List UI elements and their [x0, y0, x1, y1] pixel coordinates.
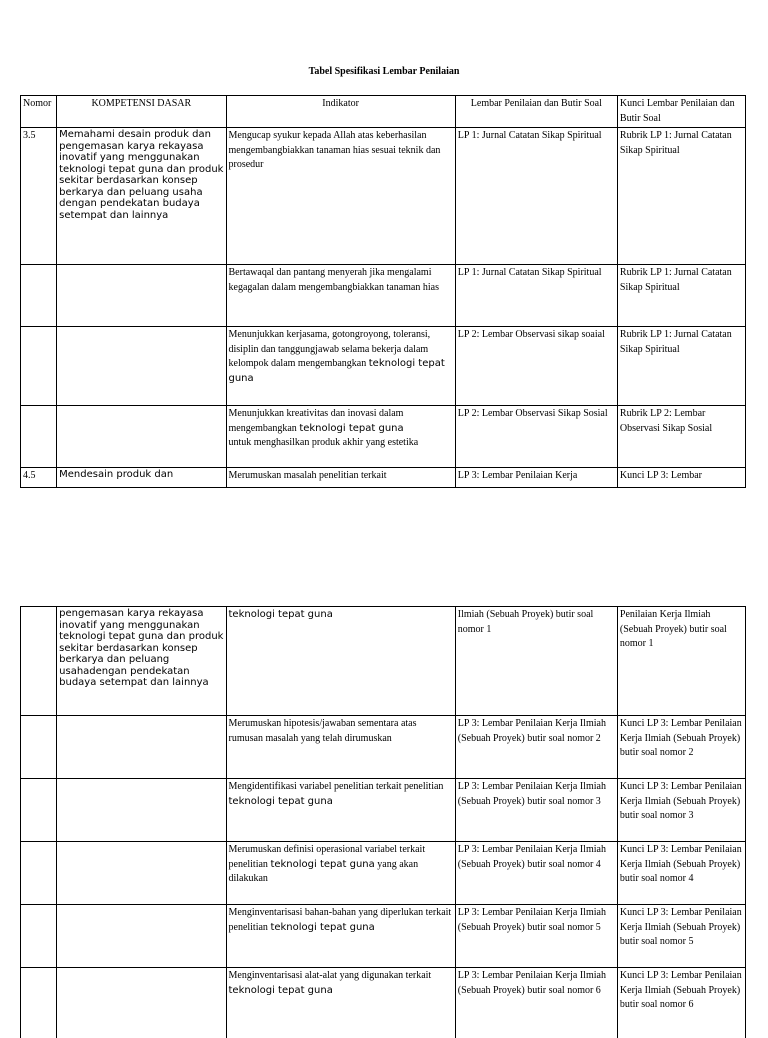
cell-kunci: Kunci LP 3: Lembar Penilaian Kerja Ilmiah (Sebuah Proyek) butir soal nomor 3: [617, 779, 745, 842]
cell-kunci: Rubrik LP 1: Jurnal Catatan Sikap Spiritual: [617, 327, 745, 406]
cell-kunci: Kunci LP 3: Lembar Penilaian Kerja Ilmiah (Sebuah Proyek) butir soal nomor 2: [617, 716, 745, 779]
indikator-text: Merumuskan definisi operasional variabel terkait penelitian: [228, 844, 426, 870]
table-header-row: [21, 96, 746, 128]
cell-kompetensi-dasar: [57, 968, 226, 1038]
spec-table-part-1: [20, 95, 746, 488]
cell-kunci: Kunci LP 3: Lembar: [617, 468, 745, 488]
cell-kompetensi-dasar: [57, 406, 226, 468]
cell-kunci: Kunci LP 3: Lembar Penilaian Kerja Ilmiah (Sebuah Proyek) butir soal nomor 4: [617, 842, 745, 905]
table-row: [21, 779, 746, 842]
cell-indikator: [226, 327, 455, 406]
indikator-text: Mengidentifikasi variabel penelitian terkait penelitian: [228, 781, 444, 792]
cell-kompetensi-dasar: [57, 905, 226, 968]
cell-indikator: [226, 968, 455, 1038]
table-row: [21, 842, 746, 905]
header-lembar-penilaian: Lembar Penilaian dan Butir Soal: [455, 96, 617, 128]
cell-indikator: Merumuskan hipotesis/jawaban sementara atas rumusan masalah yang telah dirumuskan: [226, 716, 455, 779]
cell-kunci: Kunci LP 3: Lembar Penilaian Kerja Ilmiah (Sebuah Proyek) butir soal nomor 5: [617, 905, 745, 968]
cell-kunci: Rubrik LP 2: Lembar Observasi Sikap Sosial: [617, 406, 745, 468]
cell-nomor: [21, 406, 57, 468]
indikator-text: Menginventarisasi bahan-bahan yang diperlukan terkait penelitian: [228, 907, 452, 933]
cell-lembar-penilaian: LP 2: Lembar Observasi sikap soaial: [455, 327, 617, 406]
cell-nomor: [21, 327, 57, 406]
cell-lembar-penilaian: Ilmiah (Sebuah Proyek) butir soal nomor 1: [455, 607, 617, 716]
cell-nomor: 4.5: [21, 468, 57, 488]
cell-kunci: Kunci LP 3: Lembar Penilaian Kerja Ilmiah (Sebuah Proyek) butir soal nomor 6: [617, 968, 745, 1038]
table-row: [21, 607, 746, 716]
cell-kunci: Rubrik LP 1: Jurnal Catatan Sikap Spiritual: [617, 128, 745, 265]
cell-lembar-penilaian: LP 3: Lembar Penilaian Kerja Ilmiah (Sebuah Proyek) butir soal nomor 2: [455, 716, 617, 779]
cell-lembar-penilaian: LP 3: Lembar Penilaian Kerja Ilmiah (Sebuah Proyek) butir soal nomor 6: [455, 968, 617, 1038]
cell-indikator: [226, 905, 455, 968]
indikator-term: teknologi tepat guna: [299, 422, 404, 434]
cell-kunci: Rubrik LP 1: Jurnal Catatan Sikap Spiritual: [617, 265, 745, 327]
indikator-term: teknologi tepat guna: [270, 858, 375, 870]
cell-indikator: [226, 842, 455, 905]
cell-indikator: Merumuskan masalah penelitian terkait: [226, 468, 455, 488]
cell-lembar-penilaian: LP 3: Lembar Penilaian Kerja Ilmiah (Sebuah Proyek) butir soal nomor 4: [455, 842, 617, 905]
cell-kompetensi-dasar: pengemasan karya rekayasa inovatif yang menggunakan teknologi tepat guna dan produk sekitar berdasarkan konsep berkarya dan peluang usahadengan pendekatan budaya setempat dan lainnya: [57, 607, 226, 716]
cell-kompetensi-dasar: Mendesain produk dan: [57, 468, 226, 488]
table-row: [21, 327, 746, 406]
indikator-text: Menunjukkan kreativitas dan inovasi dalam mengembangkan: [228, 408, 404, 434]
cell-indikator: Mengucap syukur kepada Allah atas keberhasilan mengembangbiakkan tanaman hias sesuai teknik dan prosedur: [226, 128, 455, 265]
cell-kunci: Penilaian Kerja Ilmiah (Sebuah Proyek) butir soal nomor 1: [617, 607, 745, 716]
cell-kompetensi-dasar: [57, 779, 226, 842]
cell-indikator: [226, 406, 455, 468]
cell-lembar-penilaian: LP 3: Lembar Penilaian Kerja Ilmiah (Sebuah Proyek) butir soal nomor 3: [455, 779, 617, 842]
table-row: [21, 265, 746, 327]
table-row: [21, 128, 746, 265]
cell-kompetensi-dasar: [57, 716, 226, 779]
cell-indikator: Bertawaqal dan pantang menyerah jika mengalami kegagalan dalam mengembangbiakkan tanaman hias: [226, 265, 455, 327]
cell-nomor: [21, 779, 57, 842]
header-indikator: Indikator: [226, 96, 455, 128]
cell-lembar-penilaian: LP 3: Lembar Penilaian Kerja Ilmiah (Sebuah Proyek) butir soal nomor 5: [455, 905, 617, 968]
table-row: [21, 905, 746, 968]
table-row: [21, 716, 746, 779]
indikator-text: Menunjukkan kerjasama, gotongroyong, toleransi, disiplin dan tanggungjawab selama bekerja dalam kelompok dalam mengembangkan: [228, 329, 431, 369]
indikator-text-tail: yang akan dilakukan: [228, 858, 419, 884]
spec-table-part-2: [20, 606, 746, 1038]
cell-nomor: [21, 716, 57, 779]
indikator-text-tail: untuk menghasilkan produk akhir yang estetika: [228, 437, 419, 448]
cell-nomor: [21, 842, 57, 905]
table-row: [21, 406, 746, 468]
cell-lembar-penilaian: LP 2: Lembar Observasi Sikap Sosial: [455, 406, 617, 468]
page-title: Tabel Spesifikasi Lembar Penilaian: [308, 66, 460, 77]
indikator-term: teknologi tepat guna: [228, 984, 333, 996]
cell-nomor: [21, 905, 57, 968]
indikator-term: teknologi tepat guna: [228, 795, 333, 807]
cell-kompetensi-dasar: Memahami desain produk dan pengemasan karya rekayasa inovatif yang menggunakan teknologi tepat guna dan produk sekitar berdasarkan konsep berkarya dan peluang usaha dengan pendekatan budaya setempat dan lainnya: [57, 128, 226, 265]
cell-lembar-penilaian: LP 1: Jurnal Catatan Sikap Spiritual: [455, 265, 617, 327]
cell-nomor: [21, 265, 57, 327]
cell-lembar-penilaian: LP 3: Lembar Penilaian Kerja: [455, 468, 617, 488]
indikator-term: teknologi tepat guna: [228, 358, 445, 384]
cell-kompetensi-dasar: [57, 842, 226, 905]
cell-nomor: 3.5: [21, 128, 57, 265]
table-row: [21, 468, 746, 488]
cell-nomor: [21, 968, 57, 1038]
cell-kompetensi-dasar: [57, 327, 226, 406]
cell-indikator: teknologi tepat guna: [226, 607, 455, 716]
header-kompetensi-dasar: KOMPETENSI DASAR: [57, 96, 226, 128]
cell-indikator: [226, 779, 455, 842]
cell-nomor: [21, 607, 57, 716]
table-row: [21, 968, 746, 1038]
header-kunci: Kunci Lembar Penilaian dan Butir Soal: [617, 96, 745, 128]
cell-kompetensi-dasar: [57, 265, 226, 327]
header-nomor: Nomor: [21, 96, 57, 128]
cell-lembar-penilaian: LP 1: Jurnal Catatan Sikap Spiritual: [455, 128, 617, 265]
indikator-term: teknologi tepat guna: [270, 921, 375, 933]
indikator-text: Menginventarisasi alat-alat yang digunakan terkait: [228, 970, 432, 981]
